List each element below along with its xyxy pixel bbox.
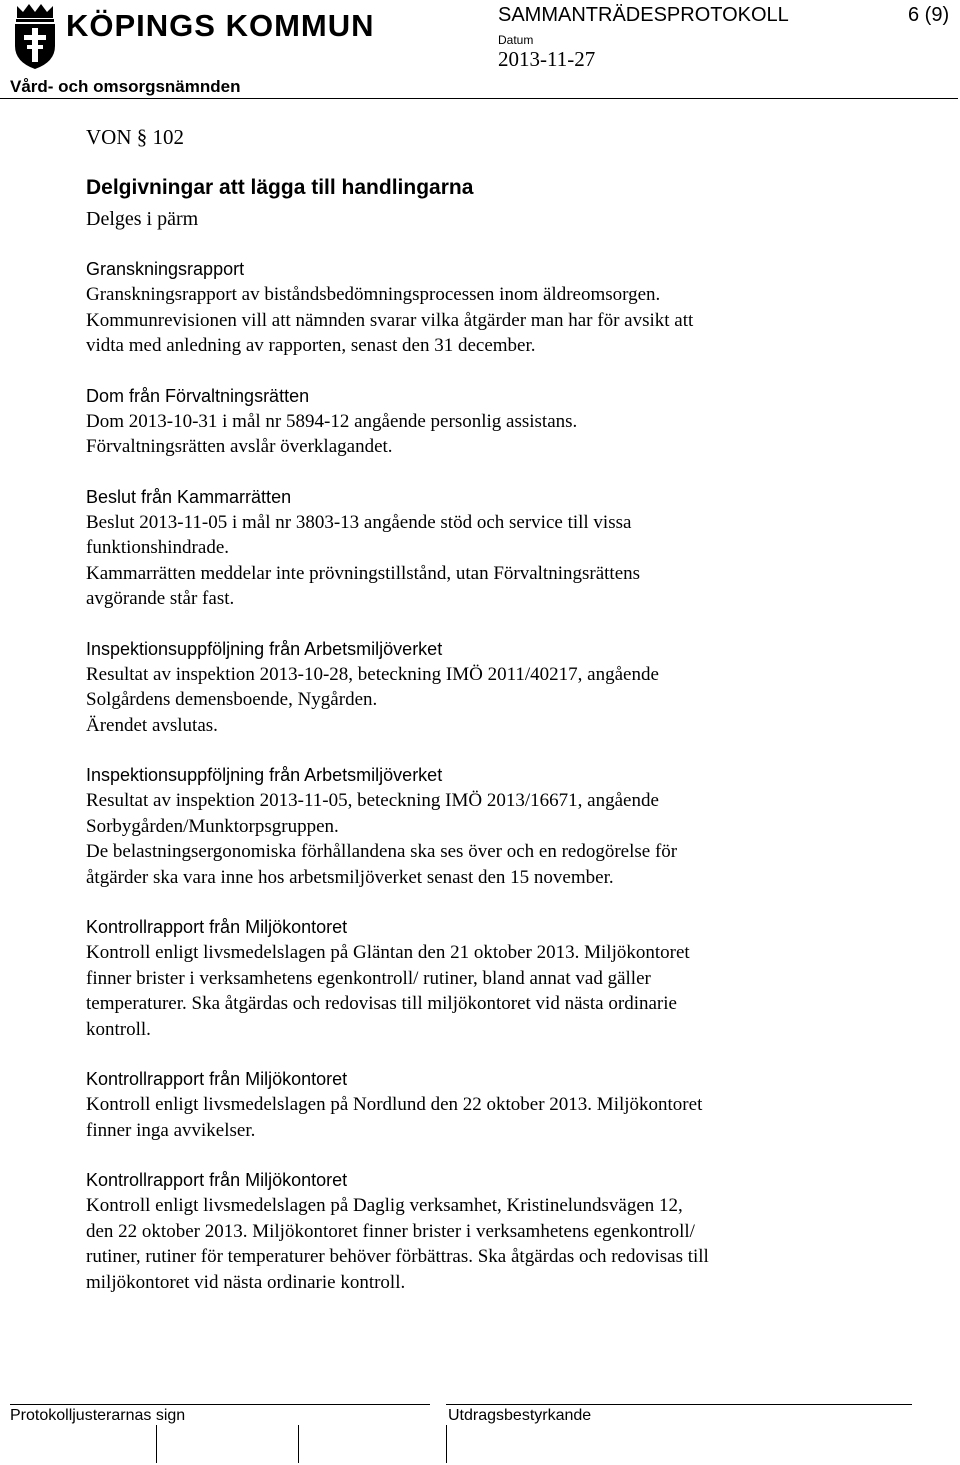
notification-item bbox=[86, 484, 926, 612]
section-text-line: Förvaltningsrätten avslår överklagandet. bbox=[86, 436, 393, 457]
organization-name: KÖPINGS KOMMUN bbox=[66, 8, 375, 43]
page-subtitle: Delges i pärm bbox=[86, 208, 199, 230]
notification-item bbox=[86, 914, 926, 1042]
date-label: Datum bbox=[498, 33, 534, 47]
notification-list bbox=[86, 256, 926, 1319]
section-text-line: De belastningsergonomiska förhållandena ska ses över och en redogörelse för bbox=[86, 841, 678, 862]
section-text-line: Resultat av inspektion 2013-11-05, beteckning IMÖ 2013/16671, angående bbox=[86, 790, 659, 811]
section-text-line: Solgårdens demensboende, Nygården. bbox=[86, 689, 378, 710]
section-text-line: Kontroll enligt livsmedelslagen på Daglig verksamhet, Kristinelundsvägen 12, bbox=[86, 1195, 683, 1216]
signature-box-divider bbox=[446, 1425, 447, 1463]
kommun-crest-icon bbox=[12, 2, 58, 70]
notification-item bbox=[86, 636, 926, 739]
section-text-line: finner inga avvikelser. bbox=[86, 1119, 256, 1141]
notification-item bbox=[86, 1066, 926, 1143]
section-text-line: åtgärder ska vara inne hos arbetsmiljöverket senast den 15 november. bbox=[86, 866, 614, 888]
section-text-line: Beslut 2013-11-05 i mål nr 3803-13 angående stöd och service till vissa bbox=[86, 511, 632, 533]
section-text-line: Sorbygården/Munktorpsgruppen. bbox=[86, 815, 339, 837]
footer-divider-right bbox=[446, 1404, 912, 1405]
signature-box-divider bbox=[156, 1425, 157, 1463]
section-text-line: Dom 2013-10-31 i mål nr 5894-12 angående personlig assistans. bbox=[86, 410, 578, 432]
section-text-line: Kontroll enligt livsmedelslagen på Gläntan den 21 oktober 2013. Miljökontoret bbox=[86, 942, 690, 963]
notification-item bbox=[86, 762, 926, 890]
section-heading: Dom från Förvaltningsrätten bbox=[86, 385, 310, 406]
section-text-line: Kommunrevisionen vill att nämnden svarar vilka åtgärder man har för avsikt att bbox=[86, 309, 694, 331]
section-text-line: funktionshindrade. bbox=[86, 537, 230, 558]
signature-label: Protokolljusterarnas sign bbox=[10, 1407, 186, 1424]
notification-item bbox=[86, 1167, 926, 1295]
extract-certification-label: Utdragsbestyrkande bbox=[448, 1407, 592, 1424]
footer-divider-left bbox=[10, 1404, 430, 1405]
section-text-line: finner brister i verksamhetens egenkontroll/ rutiner, bland annat vad gäller bbox=[86, 967, 651, 989]
section-text-line: miljökontoret vid nästa ordinarie kontroll. bbox=[86, 1271, 406, 1293]
section-text-line: kontroll. bbox=[86, 1018, 151, 1040]
page-title: Delgivningar att lägga till handlingarna bbox=[86, 176, 474, 199]
section-text-line: Ärendet avslutas. bbox=[86, 714, 218, 736]
section-heading: Kontrollrapport från Miljökontoret bbox=[86, 1170, 348, 1190]
section-heading: Beslut från Kammarrätten bbox=[86, 486, 292, 507]
notification-item bbox=[86, 256, 926, 359]
committee-name: Vård- och omsorgsnämnden bbox=[10, 77, 241, 96]
section-text-line: Kontroll enligt livsmedelslagen på Nordlund den 22 oktober 2013. Miljökontoret bbox=[86, 1094, 703, 1115]
document-type: SAMMANTRÄDESPROTOKOLL bbox=[498, 4, 789, 26]
section-heading: Granskningsrapport bbox=[86, 259, 245, 279]
section-text-line: vidta med anledning av rapporten, senast den 31 december. bbox=[86, 335, 536, 356]
notification-item bbox=[86, 383, 926, 460]
section-text-line: rutiner, rutiner för temperaturer behöver förbättras. Ska åtgärdas och redovisas till bbox=[86, 1246, 709, 1267]
section-text-line: avgörande står fast. bbox=[86, 588, 235, 609]
section-text-line: Kammarrätten meddelar inte prövningstillstånd, utan Förvaltningsrättens bbox=[86, 562, 641, 584]
section-heading: Inspektionsuppföljning från Arbetsmiljöverket bbox=[86, 638, 443, 659]
section-text-line: den 22 oktober 2013. Miljökontoret finner brister i verksamhetens egenkontroll/ bbox=[86, 1220, 695, 1242]
meeting-date: 2013-11-27 bbox=[498, 47, 596, 71]
case-number: VON § 102 bbox=[86, 125, 184, 149]
section-text-line: Granskningsrapport av biståndsbedömningsprocessen inom äldreomsorgen. bbox=[86, 284, 661, 305]
signature-box-divider bbox=[298, 1425, 299, 1463]
header-divider bbox=[0, 98, 958, 99]
section-heading: Kontrollrapport från Miljökontoret bbox=[86, 1069, 348, 1089]
section-heading: Kontrollrapport från Miljökontoret bbox=[86, 917, 348, 937]
section-text-line: temperaturer. Ska åtgärdas och redovisas till miljökontoret vid nästa ordinarie bbox=[86, 993, 677, 1014]
section-text-line: Resultat av inspektion 2013-10-28, beteckning IMÖ 2011/40217, angående bbox=[86, 663, 659, 685]
section-heading: Inspektionsuppföljning från Arbetsmiljöverket bbox=[86, 765, 443, 785]
page-number: 6 (9) bbox=[908, 4, 950, 26]
